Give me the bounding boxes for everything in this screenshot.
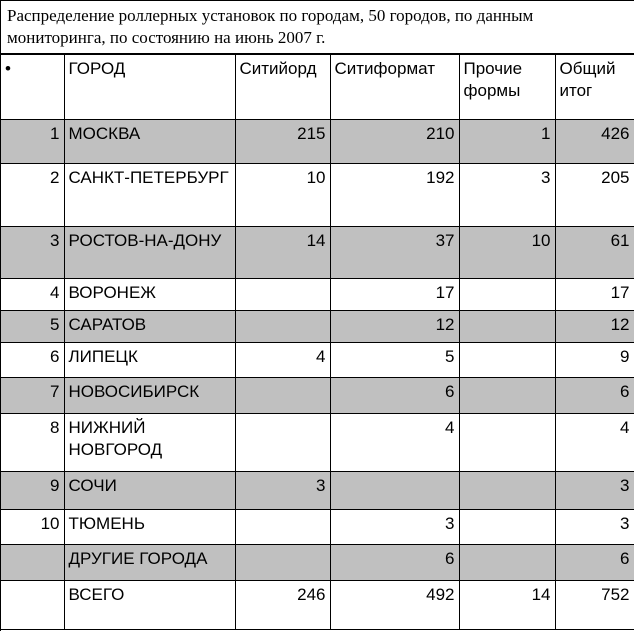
table-row [1, 311, 634, 343]
other-forms-value[interactable]: 14 [459, 581, 555, 630]
table-row [1, 472, 634, 510]
cityformat-value[interactable]: 6 [330, 545, 459, 581]
total-value[interactable]: 205 [555, 164, 634, 227]
cityyard-value[interactable] [235, 311, 330, 343]
row-number[interactable] [1, 581, 64, 630]
other-forms-value[interactable]: 1 [459, 120, 555, 164]
other-forms-value[interactable]: 10 [459, 227, 555, 279]
header-total[interactable]: Общий итог [555, 55, 634, 120]
row-number[interactable]: 7 [1, 378, 64, 414]
city-name[interactable]: САРАТОВ [64, 311, 235, 343]
row-number[interactable]: 2 [1, 164, 64, 227]
cityformat-value[interactable]: 37 [330, 227, 459, 279]
other-forms-value[interactable] [459, 279, 555, 311]
cityyard-value[interactable]: 14 [235, 227, 330, 279]
header-num[interactable]: • [1, 55, 64, 120]
other-forms-value[interactable] [459, 545, 555, 581]
other-forms-value[interactable]: 3 [459, 164, 555, 227]
total-value[interactable]: 6 [555, 545, 634, 581]
table-row [1, 164, 634, 227]
cities-table [1, 54, 634, 630]
table-row [1, 378, 634, 414]
row-number[interactable]: 3 [1, 227, 64, 279]
total-value[interactable]: 3 [555, 510, 634, 545]
city-name[interactable]: ТЮМЕНЬ [64, 510, 235, 545]
header-city[interactable]: ГОРОД [64, 55, 235, 120]
cityyard-value[interactable]: 215 [235, 120, 330, 164]
city-name[interactable]: САНКТ-ПЕТЕРБУРГ [64, 164, 235, 227]
cityformat-value[interactable]: 3 [330, 510, 459, 545]
table-row [1, 414, 634, 472]
cityformat-value[interactable]: 4 [330, 414, 459, 472]
cityformat-value[interactable]: 192 [330, 164, 459, 227]
cityformat-value[interactable]: 210 [330, 120, 459, 164]
cityyard-value[interactable] [235, 279, 330, 311]
cityyard-value[interactable] [235, 510, 330, 545]
total-value[interactable]: 3 [555, 472, 634, 510]
cityformat-value[interactable]: 492 [330, 581, 459, 630]
total-row [1, 581, 634, 630]
city-name[interactable]: НОВОСИБИРСК [64, 378, 235, 414]
city-name[interactable]: НИЖНИЙ НОВГОРОД [64, 414, 235, 472]
table-row [1, 510, 634, 545]
city-name[interactable]: ДРУГИЕ ГОРОДА [64, 545, 235, 581]
row-number[interactable]: 10 [1, 510, 64, 545]
city-name[interactable]: РОСТОВ-НА-ДОНУ [64, 227, 235, 279]
city-name[interactable]: ВСЕГО [64, 581, 235, 630]
row-number[interactable]: 5 [1, 311, 64, 343]
table-caption: Распределение роллерных установок по городам, 50 городов, по данным мониторинга, по состоянию на июнь 2007 г. [1, 1, 634, 54]
table-row [1, 545, 634, 581]
cityformat-value[interactable]: 6 [330, 378, 459, 414]
other-forms-value[interactable] [459, 378, 555, 414]
table-row [1, 120, 634, 164]
city-name[interactable]: СОЧИ [64, 472, 235, 510]
row-number[interactable]: 6 [1, 343, 64, 378]
header-row [1, 55, 634, 120]
row-number[interactable] [1, 545, 64, 581]
row-number[interactable]: 4 [1, 279, 64, 311]
cityyard-value[interactable] [235, 414, 330, 472]
header-other-forms[interactable]: Прочие формы [459, 55, 555, 120]
other-forms-value[interactable] [459, 510, 555, 545]
table-row [1, 343, 634, 378]
city-name[interactable]: ЛИПЕЦК [64, 343, 235, 378]
total-value[interactable]: 426 [555, 120, 634, 164]
other-forms-value[interactable] [459, 414, 555, 472]
cityyard-value[interactable]: 246 [235, 581, 330, 630]
cityformat-value[interactable]: 5 [330, 343, 459, 378]
total-value[interactable]: 12 [555, 311, 634, 343]
cityformat-value[interactable]: 12 [330, 311, 459, 343]
header-cityformat[interactable]: Ситиформат [330, 55, 459, 120]
row-number[interactable]: 9 [1, 472, 64, 510]
table-row [1, 227, 634, 279]
table-row [1, 279, 634, 311]
total-value[interactable]: 4 [555, 414, 634, 472]
row-number[interactable]: 8 [1, 414, 64, 472]
cityyard-value[interactable]: 3 [235, 472, 330, 510]
other-forms-value[interactable] [459, 472, 555, 510]
header-cityyard[interactable]: Ситийорд [235, 55, 330, 120]
total-value[interactable]: 61 [555, 227, 634, 279]
cityyard-value[interactable]: 4 [235, 343, 330, 378]
row-number[interactable]: 1 [1, 120, 64, 164]
city-name[interactable]: МОСКВА [64, 120, 235, 164]
city-name[interactable]: ВОРОНЕЖ [64, 279, 235, 311]
cityformat-value[interactable]: 17 [330, 279, 459, 311]
total-value[interactable]: 6 [555, 378, 634, 414]
cityyard-value[interactable] [235, 378, 330, 414]
other-forms-value[interactable] [459, 311, 555, 343]
other-forms-value[interactable] [459, 343, 555, 378]
total-value[interactable]: 9 [555, 343, 634, 378]
cityformat-value[interactable] [330, 472, 459, 510]
cityyard-value[interactable] [235, 545, 330, 581]
total-value[interactable]: 752 [555, 581, 634, 630]
total-value[interactable]: 17 [555, 279, 634, 311]
cityyard-value[interactable]: 10 [235, 164, 330, 227]
